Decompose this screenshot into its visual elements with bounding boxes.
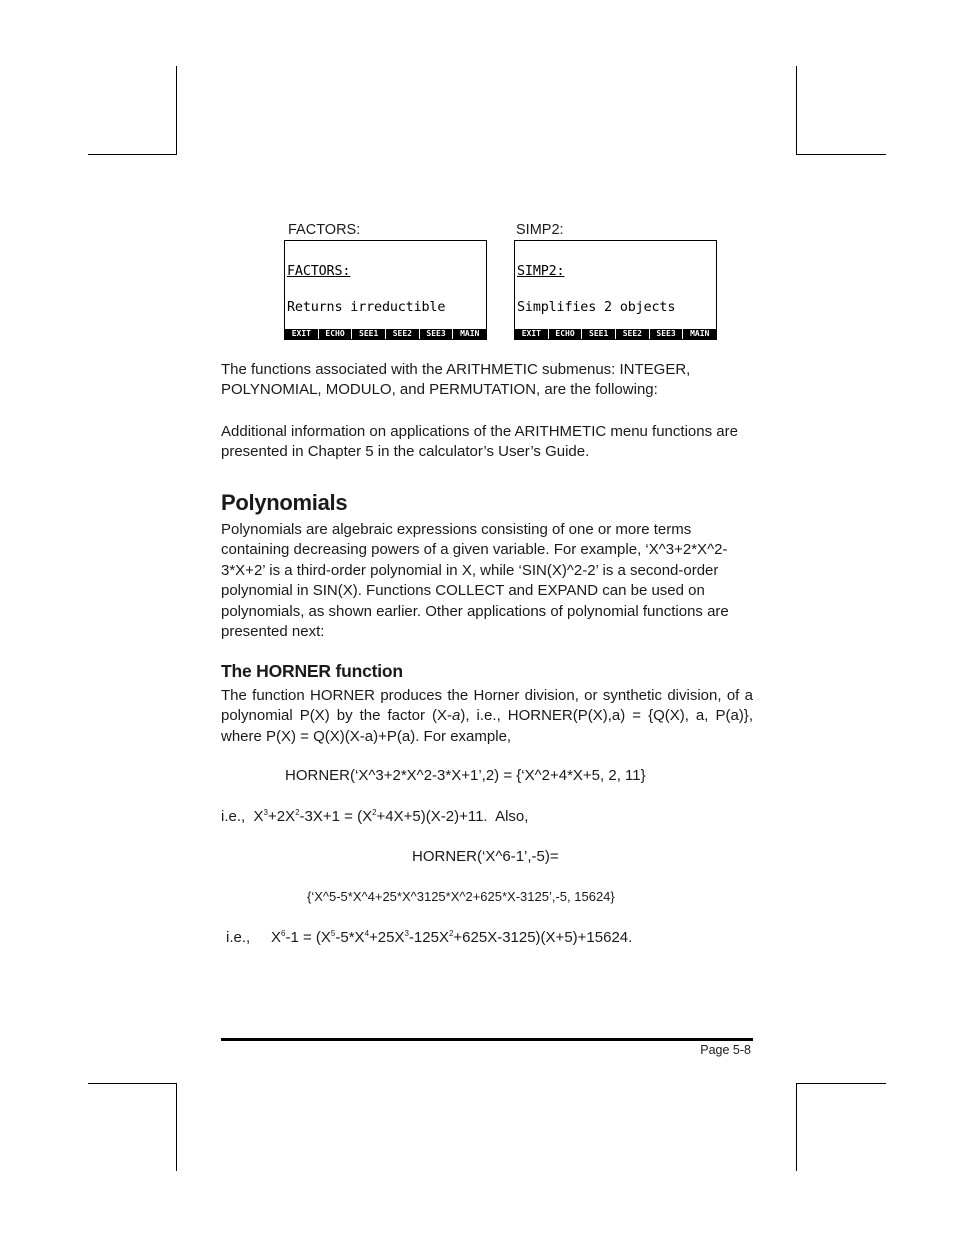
crop-mark <box>796 66 797 155</box>
crop-mark <box>796 1083 797 1171</box>
softkey-menu <box>285 329 486 339</box>
calculator-screen-simp2 <box>514 240 717 340</box>
softkey-main: MAIN <box>683 329 716 339</box>
horner-text: The function HORNER produces the Horner division, or synthetic division, of a polynomial P(X) by the factor (X- <box>221 687 753 725</box>
crop-mark <box>88 154 177 155</box>
calculator-screen-factors <box>284 240 487 340</box>
screen-line: Returns irreductible <box>287 300 446 316</box>
ie-text: +625X-3125)(X+5)+15624. <box>453 929 633 946</box>
section-heading-polynomials: Polynomials <box>221 490 348 515</box>
softkey-see2: SEE2 <box>616 329 649 339</box>
softkey-main: MAIN <box>453 329 486 339</box>
ie-text: -5*X <box>335 929 365 946</box>
ie-text: i.e., X <box>226 929 282 946</box>
page-number: Page 5-8 <box>700 1043 751 1057</box>
superscript: 2 <box>295 808 300 817</box>
horner-text-italic: a <box>452 707 461 725</box>
softkey-echo: ECHO <box>549 329 582 339</box>
softkey-see1: SEE1 <box>582 329 615 339</box>
horner-ie-2 <box>226 929 632 946</box>
screen-line: FACTORS: <box>287 263 351 279</box>
softkey-see3: SEE3 <box>650 329 683 339</box>
additional-info-paragraph: Additional information on applications of the ARITHMETIC menu functions are presented in Chapter 5 in the calculator’s User’s Guide. <box>221 423 738 461</box>
superscript: 3 <box>263 808 268 817</box>
figure-caption-factors: FACTORS: <box>288 222 361 238</box>
crop-mark <box>176 66 177 155</box>
superscript: 4 <box>364 929 370 938</box>
screen-line: Simplifies 2 objects <box>517 300 676 316</box>
superscript: 5 <box>330 929 336 938</box>
intro-paragraph: The functions associated with the ARITHMETIC submenus: INTEGER, POLYNOMIAL, MODULO, and PERMUTATION, are the following: <box>221 361 691 399</box>
ie-text: +25X <box>369 929 405 946</box>
screen-line <box>287 339 486 340</box>
superscript: 2 <box>448 929 454 938</box>
crop-mark <box>176 1083 177 1171</box>
polynomials-paragraph: Polynomials are algebraic expressions consisting of one or more terms containing decreasing powers of a given variable. For example, ‘X^3+2*X^2-3*X+2’ is a third-order polynomial in X, while ‘SIN(X)^2-2’ is a second-order polynomial in SIN(X). Functions COLLECT and EXPAND can be used on polynomials, as shown earlier. Other applications of polynomial functions are presented next: <box>221 521 729 641</box>
ie-text: +2X <box>267 808 296 825</box>
horner-example-1: HORNER(‘X^3+2*X^2-3*X+1’,2) = {‘X^2+4*X+5, 2, 11} <box>285 767 646 784</box>
figure-caption-simp2: SIMP2: <box>516 222 564 238</box>
horner-example-2-result: {‘X^5-5*X^4+25*X^3125*X^2+625*X-3125’,-5, 15624} <box>307 889 615 904</box>
softkey-exit: EXIT <box>515 329 548 339</box>
softkey-see3: SEE3 <box>420 329 453 339</box>
ie-text: -1 = (X <box>285 929 331 946</box>
screen-line: SIMP2: <box>517 263 565 279</box>
ie-text: +4X+5)(X-2)+11. Also, <box>376 808 529 825</box>
softkey-see2: SEE2 <box>386 329 419 339</box>
horner-paragraph <box>221 686 753 747</box>
softkey-exit: EXIT <box>285 329 318 339</box>
crop-mark <box>796 154 886 155</box>
horner-example-2: HORNER(‘X^6-1’,-5)= <box>412 848 559 865</box>
screen-line <box>517 339 716 340</box>
horner-ie-1 <box>221 808 528 825</box>
superscript: 2 <box>372 808 377 817</box>
horner-text: ), i.e., HORNER(P(X),a) = {Q(X), a, P(a)}, where P(X) = Q(X)(X-a)+P(a). For example, <box>221 707 753 745</box>
softkey-menu <box>515 329 716 339</box>
subsection-heading-horner: The HORNER function <box>221 661 403 681</box>
crop-mark <box>796 1083 886 1084</box>
ie-text: -3X+1 = (X <box>299 808 373 825</box>
ie-text: -125X <box>408 929 449 946</box>
ie-text: i.e., X <box>221 808 264 825</box>
footer-rule <box>221 1038 753 1041</box>
softkey-echo: ECHO <box>319 329 352 339</box>
superscript: 3 <box>404 929 409 938</box>
superscript: 6 <box>281 929 286 938</box>
softkey-see1: SEE1 <box>352 329 385 339</box>
crop-mark <box>88 1083 177 1084</box>
